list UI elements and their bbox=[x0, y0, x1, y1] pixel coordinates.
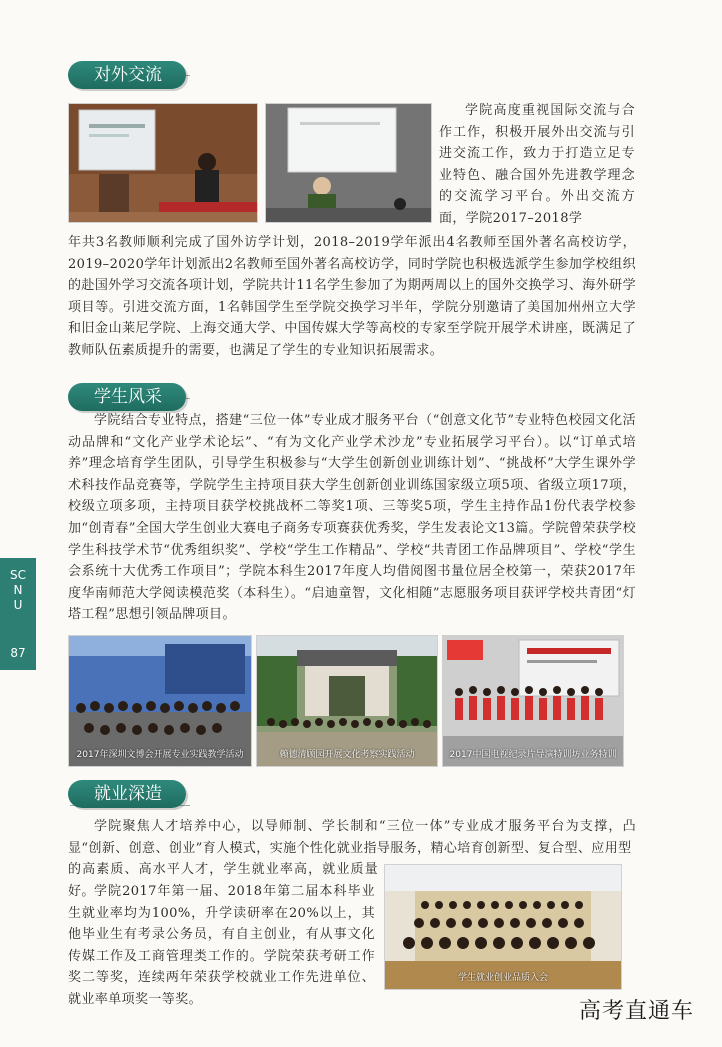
watermark: 高考直通车 bbox=[578, 999, 694, 1024]
employment-paragraph-1: 学院聚焦人才培养中心，以导师制、学长制和“三位一体”专业成才服务平台为支撑，凸显“创新、创意、创业”育人模式，实施个性化就业指导服务，精心培育创新型、复合型、应用型 bbox=[68, 819, 636, 856]
photo-documentary-training bbox=[442, 635, 624, 767]
page-number: 87 bbox=[10, 646, 26, 660]
exchange-paragraph-right: 学院高度重视国际交流与合作工作，积极开展外出交流与引进交流工作，致力于打造立足专业特色、融合国外先进教学理念的交流学习平台。外出交流方面，学院2017–2018学 bbox=[439, 103, 635, 226]
exchange-paragraph-full: 年共3名教师顺利完成了国外访学计划，2018–2019学年派出4名教师至国外著名高校访学，2019–2020学年计划派出2名教师至国外著名高校访学，同时学院也积极选派学生参加学校组织的赴国外学习交流各项计划，学院共计11名学生参加了为期两周以上的国外交换学习、海外研学项目等。引进交流方面，1名韩国学生至学院交换学习半年，学院分别邀请了美国加州州立大学和旧金山莱尼学院、上海交通大学、中国传媒大学等高校的专家至学院开展学术讲座，既满足了教师队伍素质提升的需要，也满足了学生的专业知识拓展需求。 bbox=[68, 235, 636, 358]
photo-caption: 学生就业创业品质入会 bbox=[457, 973, 548, 983]
employment-paragraph-2: 学院2017年第一届、2018年第二届本科毕业生就业率均为100%，升学读研率在20%以上，其他毕业生有考录公务员，有自主创业，有从事文化传媒工作及工商管理类工作的。学院荣获考研工作奖二等奖，连续两年荣获学校就业工作先进单位、就业率单项奖一等奖。 bbox=[68, 884, 375, 1007]
side-tab-label: SCNU bbox=[10, 568, 26, 612]
photo-garden-visit bbox=[256, 635, 438, 767]
students-paragraph: 学院结合专业特点，搭建“三位一体”专业成才服务平台（“创意文化节”专业特色校园文化活动品牌和“文化产业学术论坛”、“有为文化产业学术沙龙”专业拓展学习平台）。以“订单式培养”理念培育学生团队，引导学生积极参与“大学生创新创业训练计划”、“挑战杯”大学生课外学术科技作品竞赛等，学院学生主持项目获大学生创新创业训练国家级立项5项、省级立项17项，校级立项多项，主持项目获学校挑战杯二等奖1项、三等奖5项，学生主持作品1份代表学校参加“创青春”全国大学生创业大赛电子商务专项赛获优秀奖，学生发表论文13篇。学院曾荣获学校学生科技学术节“优秀组织奖”、学校“学生工作精品”、学校“共青团工作品牌项目”、学校“学生会系统十大优秀工作项目”；学院本科生2017年度人均借阅图书量位居全校第一，荣获2017年度华南师范大学阅读模范奖（本科生）。“启迪童智，文化相随”志愿服务项目获评学校共青团“灯塔工程”思想引领品牌项目。 bbox=[68, 413, 636, 623]
photo-guest-speaker bbox=[265, 103, 432, 223]
photo-caption: 2017中国电视纪录片导演特训坊业务特训 bbox=[449, 750, 617, 760]
photo-caption: 赖德清顾园开展文化考察实践活动 bbox=[279, 750, 415, 760]
section-title-employment: 就业深造 bbox=[68, 780, 186, 808]
side-tab bbox=[0, 558, 36, 670]
photo-expo-group bbox=[68, 635, 252, 767]
photo-caption: 2017年深圳文博会开展专业实践教学活动 bbox=[76, 750, 244, 760]
photo-graduation-group bbox=[384, 864, 622, 990]
section-title-students: 学生风采 bbox=[68, 383, 186, 411]
employment-paragraph-1-tail: 的高素质、高水平人才，学生就业率高，就业质量好。 bbox=[68, 862, 378, 899]
section-title-exchange: 对外交流 bbox=[68, 61, 186, 89]
photo-lecture-podium bbox=[68, 103, 258, 223]
